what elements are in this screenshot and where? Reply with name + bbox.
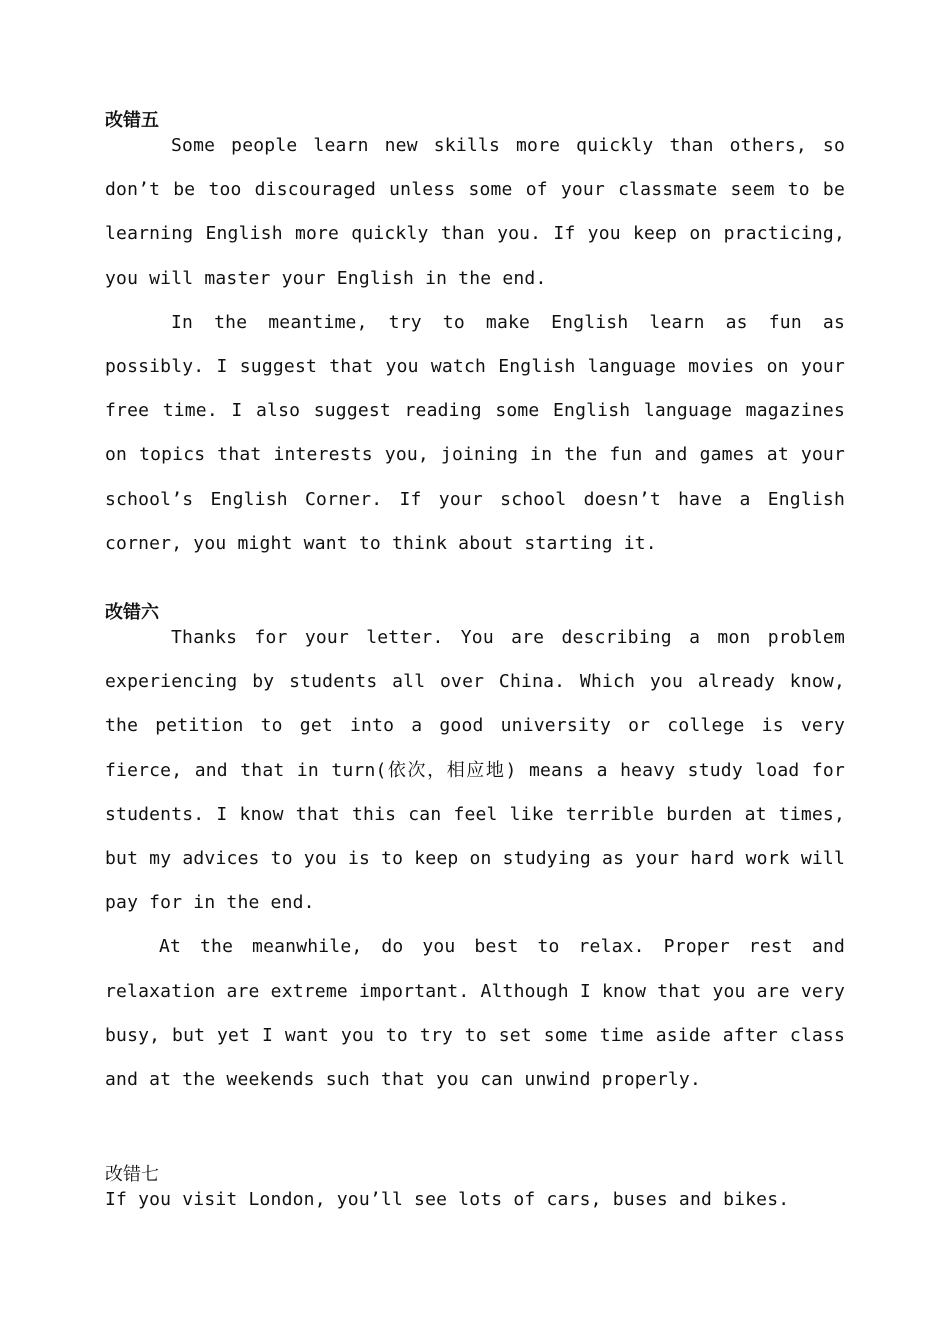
section-heading: 改错六	[105, 602, 159, 624]
paragraph: At the meanwhile, do you best to relax. Proper rest and relaxation are extreme important. Although I know that you are very busy, but yet I want you to try to set some time aside after class and at the weekends such that you can unwind properly.	[105, 936, 845, 1091]
section-correction-5	[105, 108, 845, 566]
section-correction-7	[105, 1162, 845, 1222]
paragraph: Some people learn new skills more quickly than others, so don’t be too discouraged unless some of your classmate seem to be learning English more quickly than you. If you keep on practicing, you will master your English in the end.	[105, 135, 845, 289]
document-page	[105, 108, 845, 1222]
spacer	[105, 1102, 845, 1162]
section-correction-6	[105, 600, 845, 1102]
paragraph: Thanks for your letter. You are describing a mon problem experiencing by students all over China. Which you already know, the petition to get into a good university or college is very fierce, and that in turn(依次，相应地) means a heavy study load for students. I know that this can feel like terrible burden at times, but my advices to you is to keep on studying as your hard work will pay for in the end.	[105, 627, 845, 914]
spacer	[105, 566, 845, 600]
section-heading: 改错五	[105, 110, 159, 131]
paragraph: In the meantime, try to make English learn as fun as possibly. I suggest that you watch English language movies on your free time. I also suggest reading some English language magazines on topics that interests you, joining in the fun and games at your school’s English Corner. If your school doesn’t have a English corner, you might want to think about starting it.	[105, 311, 845, 554]
paragraph: If you visit London, you’ll see lots of cars, buses and bikes.	[105, 1189, 790, 1211]
section-heading: 改错七	[105, 1164, 159, 1186]
